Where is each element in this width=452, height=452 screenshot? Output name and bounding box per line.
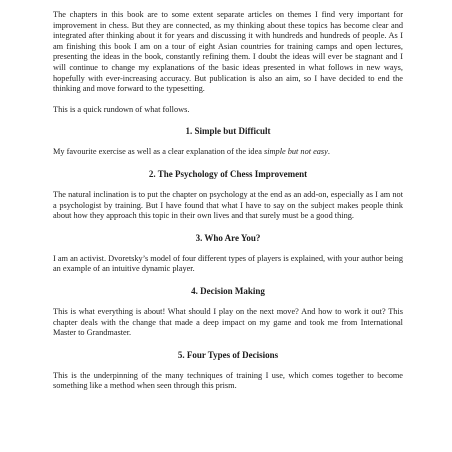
section-body-3: I am an activist. Dvoretsky’s model of four different types of players is explained, with your author being an example of an intuitive dynamic player. [53,253,403,274]
rundown-paragraph: This is a quick rundown of what follows. [53,104,190,114]
section-heading-5: 5. Four Types of Decisions [177,349,279,360]
section-heading-4: 4. Decision Making [191,285,265,296]
section-body-5: This is the underpinning of the many techniques of training I use, which comes together to become something like a method when seen through this prism. [53,370,403,391]
section-body-4: This is what everything is about! What should I play on the next move? And how to work it out? This chapter deals with the change that made a deep impact on my game and took me from International Master to Grandmaster. [53,306,403,338]
intro-paragraph: The chapters in this book are to some extent separate articles on themes I find very important for improvement in chess. But they are connected, as my thinking about these topics has become clear and integrated after thinking about it for years and discussing it with hundreds and hundreds of people. As I am finishing this book I am on a tour of eight Asian countries for training camps and open lectures, presenting the ideas in the book, constantly refining them. I doubt the ideas will ever be stagnant and I will continue to change my explanations of the basic ideas presented in what follows in new ways, hopefully with ever-increasing accuracy. But publication is also an aim, so I have decided to end the thinking and move forward to the typesetting. [53,10,403,94]
section-heading-3: 3. Who Are You? [195,232,261,243]
section-body-1-end: . [327,147,330,157]
section-heading-2: 2. The Psychology of Chess Improvement [148,168,308,179]
section-body-2: The natural inclination is to put the chapter on psychology at the end as an add-on, especially as I am not a psychologist by training. But I have found that what I have to say on the subject makes people think about how they approach this topic in their own lives and that surely must be a good thing. [53,189,403,221]
section-body-1 [53,147,403,158]
section-heading-1: 1. Simple but Difficult [185,126,271,137]
section-body-1-emphasis: simple but not easy [264,147,328,157]
book-page [53,10,403,399]
section-body-1-text: My favourite exercise as well as a clear explanation of the idea [53,147,265,157]
